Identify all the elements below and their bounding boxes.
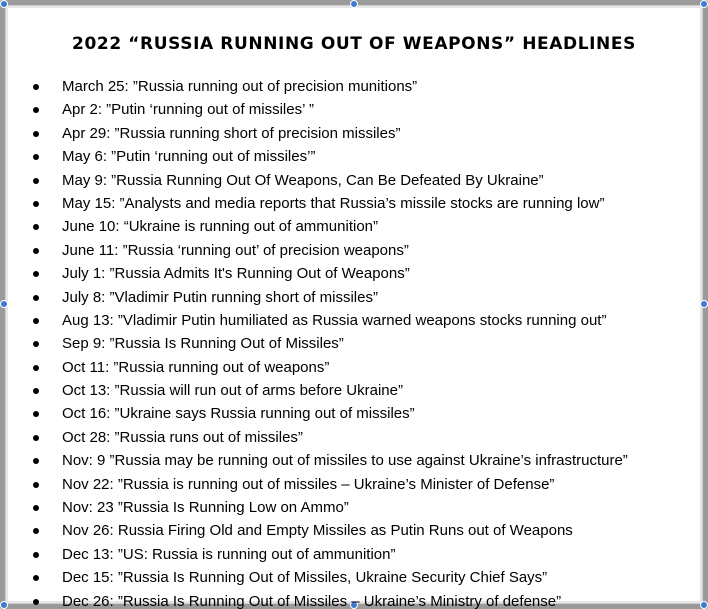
headline-text: May 9: ”Russia Running Out Of Weapons, Can Be Defeated By Ukraine”: [62, 171, 544, 189]
headline-text: Sep 9: ”Russia Is Running Out of Missiles”: [62, 335, 344, 353]
headline-text: Nov: 9 ”Russia may be running out of missiles to use against Ukraine’s infrastructure”: [62, 452, 628, 470]
headline-text: Apr 29: ”Russia running short of precision missiles”: [62, 124, 401, 142]
bullet-icon: [33, 318, 39, 324]
resize-handle-top-center[interactable]: [350, 0, 358, 8]
bullet-icon: [33, 248, 39, 254]
headline-text: June 11: ”Russia ‘running out’ of precision weapons”: [62, 241, 409, 259]
bullet-icon: [33, 552, 39, 558]
resize-handle-middle-right[interactable]: [700, 300, 708, 308]
headline-text: Dec 15: ”Russia Is Running Out of Missiles, Ukraine Security Chief Says”: [62, 569, 548, 587]
bullet-icon: [33, 482, 39, 488]
bullet-icon: [33, 201, 39, 207]
bullet-icon: [33, 131, 39, 137]
bullet-icon: [33, 435, 39, 441]
resize-handle-middle-left[interactable]: [0, 300, 8, 308]
bullet-icon: [33, 365, 39, 371]
headline-text: Oct 16: ”Ukraine says Russia running out of missiles”: [62, 405, 415, 423]
headline-text: May 6: ”Putin ‘running out of missiles’”: [62, 148, 316, 166]
bullet-icon: [33, 295, 39, 301]
headline-text: March 25: ”Russia running out of precision munitions”: [62, 78, 418, 95]
headline-text: Nov: 23 ”Russia Is Running Low on Ammo”: [62, 499, 349, 517]
headline-text: Nov 26: Russia Firing Old and Empty Missiles as Putin Runs out of Weapons: [62, 522, 573, 540]
bullet-icon: [33, 599, 39, 605]
resize-handle-top-left[interactable]: [0, 0, 8, 8]
bullet-icon: [33, 178, 39, 184]
headline-text: Dec 13: ”US: Russia is running out of ammunition”: [62, 545, 396, 563]
headline-text: July 1: ”Russia Admits It's Running Out of Weapons”: [62, 265, 410, 283]
resize-handle-bottom-left[interactable]: [0, 601, 8, 609]
page-title: 2022 “RUSSIA RUNNING OUT OF WEAPONS” HEADLINES: [72, 34, 636, 54]
headline-text: Dec 26: ”Russia Is Running Out of Missiles – Ukraine’s Ministry of defense”: [62, 592, 562, 609]
headline-text: Oct 13: ”Russia will run out of arms before Ukraine”: [62, 382, 403, 400]
resize-handle-top-right[interactable]: [700, 0, 708, 8]
headline-text: Oct 11: ”Russia running out of weapons”: [62, 358, 330, 376]
headline-text: Apr 2: ”Putin ‘running out of missiles’ ”: [62, 101, 315, 119]
headline-text: May 15: ”Analysts and media reports that Russia’s missile stocks are running low”: [62, 194, 605, 212]
bullet-icon: [33, 84, 39, 90]
resize-handle-bottom-right[interactable]: [700, 601, 708, 609]
headline-text: June 10: “Ukraine is running out of ammunition”: [62, 218, 378, 236]
headline-text: Oct 28: ”Russia runs out of missiles”: [62, 428, 303, 446]
headline-text: Aug 13: ”Vladimir Putin humiliated as Russia warned weapons stocks running out”: [62, 311, 607, 329]
headline-text: Nov 22: ”Russia is running out of missiles – Ukraine’s Minister of Defense”: [62, 475, 555, 493]
headline-text: July 8: ”Vladimir Putin running short of missiles”: [62, 288, 378, 306]
bullet-icon: [33, 505, 39, 511]
